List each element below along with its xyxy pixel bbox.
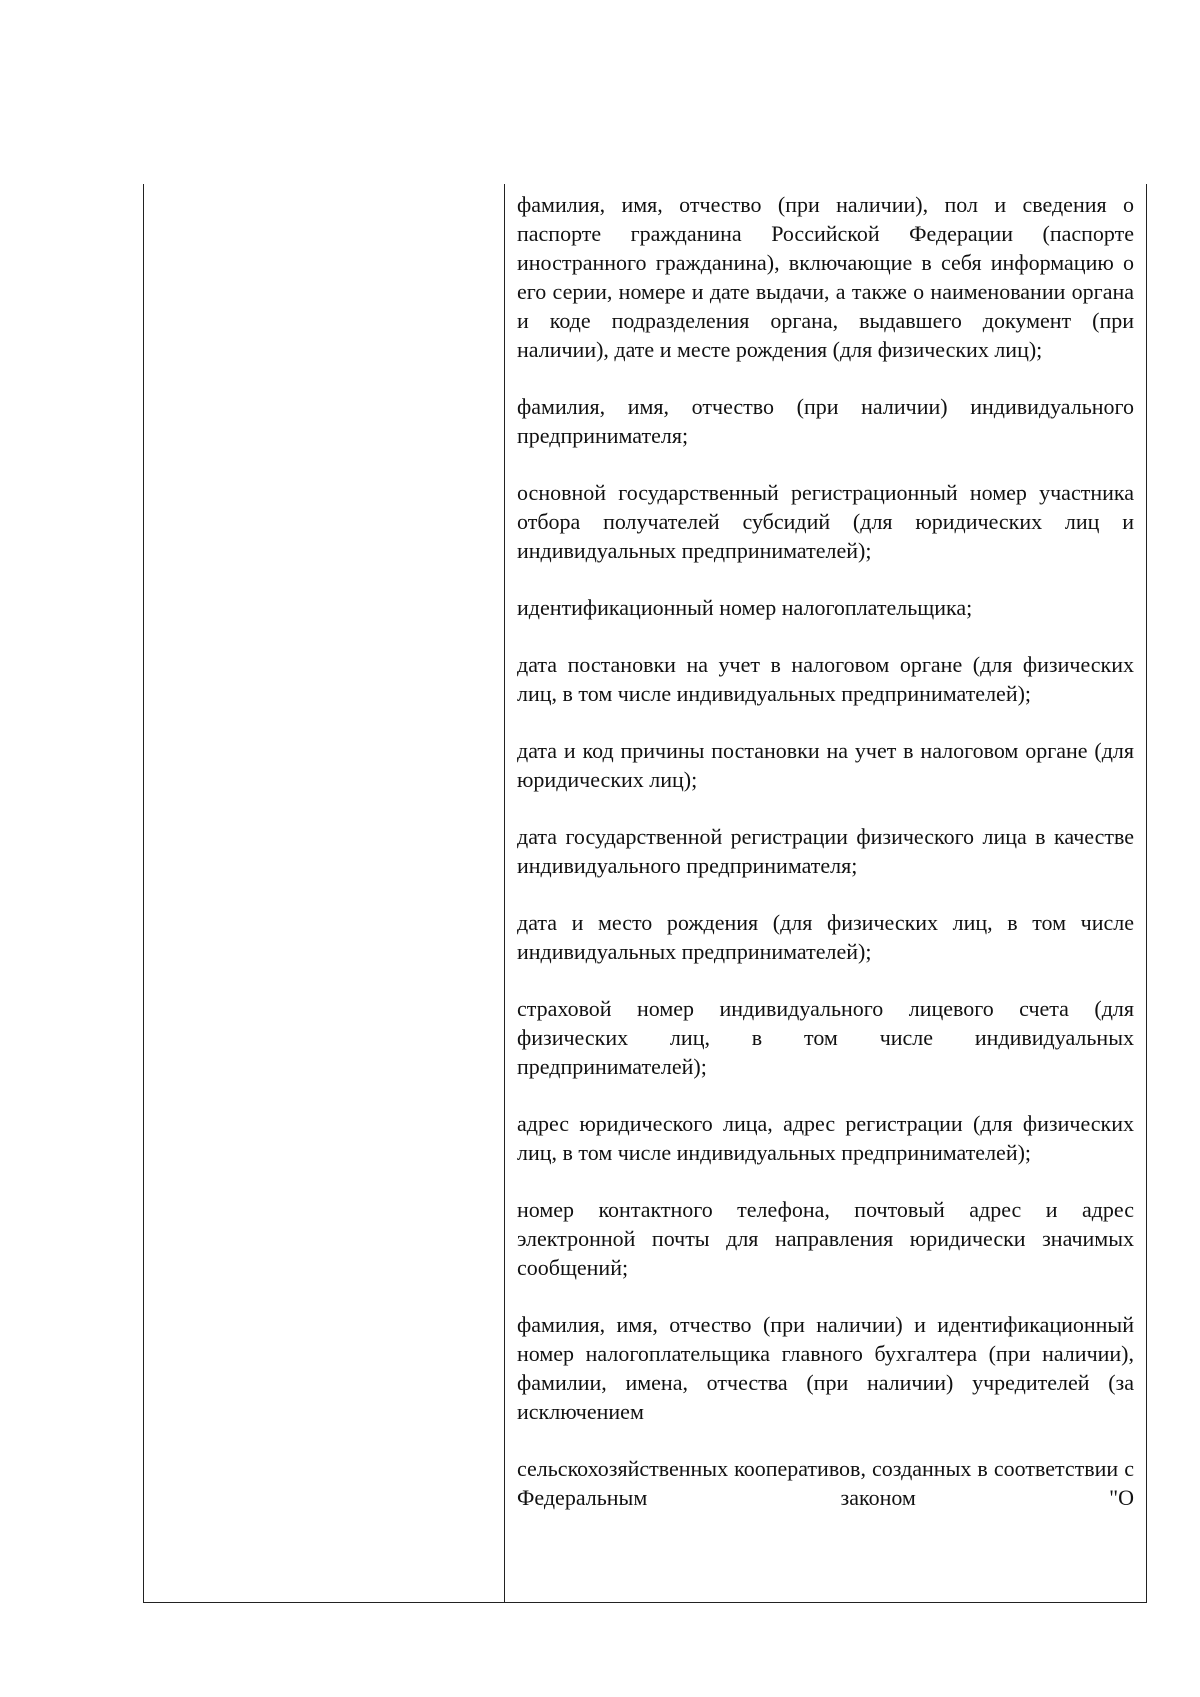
table-right-column bbox=[505, 184, 1146, 1602]
paragraph-contacts: номер контактного телефона, почтовый адрес и адрес электронной почты для направления юридически значимых сообщений; bbox=[517, 1197, 1134, 1280]
paragraph-kpp: дата и код причины постановки на учет в налоговом органе (для юридических лиц); bbox=[517, 738, 1134, 792]
paragraph-accountant-founders: фамилия, имя, отчество (при наличии) и идентификационный номер налогоплательщика главного бухгалтера (при наличии), фамилии, имена, отчества (при наличии) учредителей (за исключением bbox=[517, 1312, 1134, 1424]
paragraph-snils: страховой номер индивидуального лицевого счета (для физических лиц, в том числе индивидуальных предпринимателей); bbox=[517, 996, 1134, 1079]
paragraph-address: адрес юридического лица, адрес регистрации (для физических лиц, в том числе индивидуальных предпринимателей); bbox=[517, 1111, 1134, 1165]
paragraph-cooperatives: сельскохозяйственных кооперативов, созданных в соответствии с Федеральным законом "О bbox=[517, 1456, 1134, 1510]
paragraph-ip-registration-date: дата государственной регистрации физического лица в качестве индивидуального предпринимателя; bbox=[517, 824, 1134, 878]
paragraph-ogrn: основной государственный регистрационный номер участника отбора получателей субсидий (для юридических лиц и индивидуальных предпринимателей); bbox=[517, 480, 1134, 563]
paragraph-birth-info: дата и место рождения (для физических лиц, в том числе индивидуальных предпринимателей); bbox=[517, 910, 1134, 964]
document-table bbox=[143, 184, 1147, 1603]
table-left-column bbox=[144, 184, 505, 1602]
paragraph-inn: идентификационный номер налогоплательщика; bbox=[517, 595, 973, 620]
paragraph-tax-registration-date: дата постановки на учет в налоговом органе (для физических лиц, в том числе индивидуальных предпринимателей); bbox=[517, 652, 1134, 706]
paragraph-passport-info: фамилия, имя, отчество (при наличии), пол и сведения о паспорте гражданина Российской Федерации (паспорте иностранного гражданина), включающие в себя информацию о его серии, номере и дате выдачи, а также о наименовании органа и коде подразделения органа, выдавшего документ (при наличии), дате и месте рождения (для физических лиц); bbox=[517, 192, 1134, 362]
paragraph-entrepreneur-name: фамилия, имя, отчество (при наличии) индивидуального предпринимателя; bbox=[517, 394, 1134, 448]
